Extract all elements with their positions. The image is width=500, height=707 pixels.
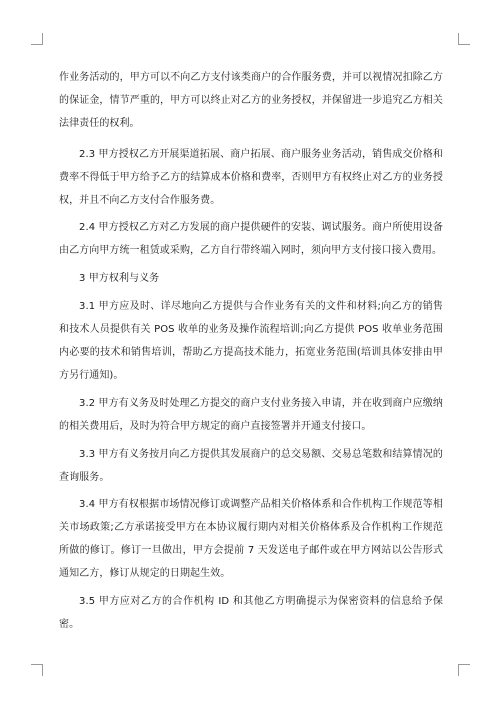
- crop-mark-top-right: [458, 33, 470, 45]
- paragraph-continuation: 作业务活动的，甲方可以不向乙方支付该类商户的合作服务费，并可以视情况扣除乙方的保证金，情节严重的，甲方可以终止对乙方的业务授权，并保留进一步追究乙方相关法律责任的权利。: [59, 72, 443, 129]
- paragraph-3-1: 3.1 甲方应及时、详尽地向乙方提供与合作业务有关的文件和材料;向乙方的销售和技术人员提供有关 POS 收单的业务及操作流程培训;向乙方提供 POS 收单业务范围内必要的技术和销售培训，帮助乙方提高技术能力，拓宽业务范围(培训具体安排由甲方另行通知)。: [59, 301, 443, 381]
- paragraph-3-2: 3.2 甲方有义务及时处理乙方提交的商户支付业务接入申请，并在收到商户应缴纳的相关费用后，及时为符合甲方规定的商户直接签署并开通支付接口。: [59, 397, 443, 432]
- section-heading-3: 3 甲方权利与义务: [79, 273, 160, 285]
- crop-mark-bottom-right: [458, 664, 470, 676]
- paragraph-2-3: 2.3 甲方授权乙方开展渠道拓展、商户拓展、商户服务业务活动，销售成交价格和费率不得低于甲方给予乙方的结算成本价格和费率，否则甲方有权终止对乙方的业务授权，并且不向乙方支付合作服务费。: [59, 148, 443, 206]
- crop-mark-top-left: [31, 33, 43, 45]
- paragraph-2-4: 2.4 甲方授权乙方对乙方发展的商户提供硬件的安装、调试服务。商户所使用设备由乙方向甲方统一租赁或采购，乙方自行带终端入网时，须向甲方支付接口接入费用。: [59, 222, 443, 257]
- paragraph-3-4: 3.4 甲方有权根据市场情况修订或调整产品相关价格体系和合作机构工作规范等相关市场政策;乙方承诺接受甲方在本协议履行期内对相关价格体系及合作机构工作规范所做的修订。修订一旦做出，甲方会提前 7 天发送电子邮件或在甲方网站以公告形式通知乙方，修订从规定的日期起生效。: [59, 499, 443, 580]
- paragraph-3-3: 3.3 甲方有义务按月向乙方提供其发展商户的总交易额、交易总笔数和结算情况的查询服务。: [59, 448, 443, 483]
- document-body: [59, 67, 443, 642]
- paragraph-3-5: 3.5 甲方应对乙方的合作机构 ID 和其他乙方明确提示为保密资料的信息给予保密。: [59, 596, 443, 630]
- crop-mark-bottom-left: [31, 664, 43, 676]
